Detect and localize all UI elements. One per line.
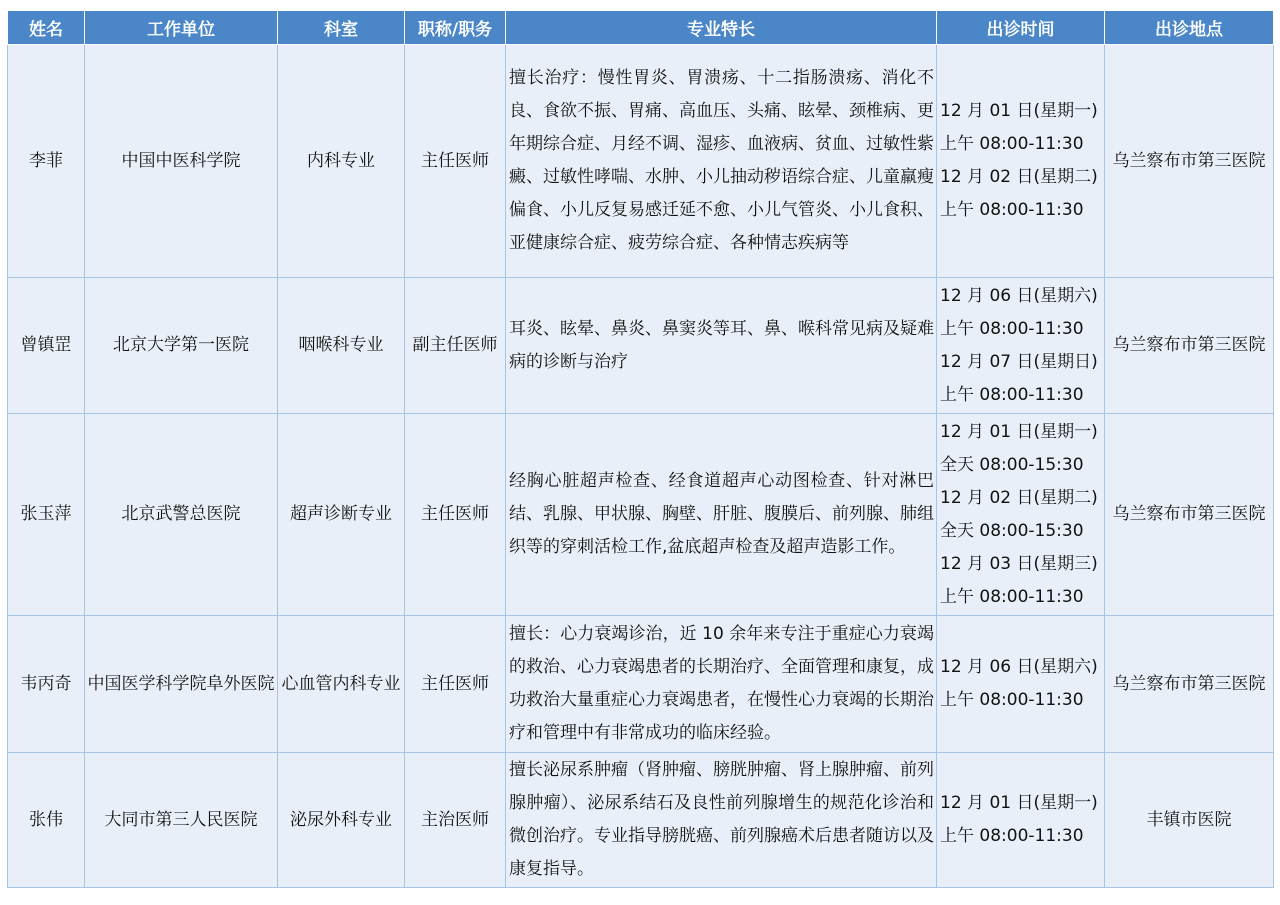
clinic-time-line: 上午 08:00-11:30 [940,690,1084,710]
department: 咽喉科专业 [278,278,405,414]
clinic-time-line: 12 月 03 日(星期三) [940,553,1098,574]
clinic-time-line: 12 月 02 日(星期二) [940,487,1098,508]
doctor-name: 曾镇罡 [8,278,85,414]
job-title: 副主任医师 [405,278,506,414]
table-row [8,616,1274,753]
header-dept: 科室 [278,11,405,45]
work-unit: 大同市第三人民医院 [85,753,278,888]
table-row [8,414,1274,616]
header-time: 出诊时间 [937,11,1105,45]
job-title: 主任医师 [405,45,506,278]
clinic-location: 乌兰察布市第三医院 [1105,278,1274,414]
doctor-name: 李菲 [8,45,85,278]
doctor-schedule-table [7,10,1274,888]
clinic-time-line: 上午 08:00-11:30 [940,134,1084,154]
clinic-time-line: 12 月 01 日(星期一) [940,101,1098,121]
department: 内科专业 [278,45,405,278]
header-unit: 工作单位 [85,11,278,45]
clinic-time-line: 全天 08:00-15:30 [940,520,1084,541]
clinic-time-line: 12 月 06 日(星期六) [940,657,1098,677]
header-specialty: 专业特长 [506,11,937,45]
work-unit: 中国中医科学院 [85,45,278,278]
header-location: 出诊地点 [1105,11,1274,45]
clinic-location: 乌兰察布市第三医院 [1105,45,1274,278]
work-unit: 中国医学科学院阜外医院 [85,616,278,753]
clinic-time [937,753,1105,888]
department: 心血管内科专业 [278,616,405,753]
header-name: 姓名 [8,11,85,45]
department: 超声诊断专业 [278,414,405,616]
specialty: 擅长治疗：慢性胃炎、胃溃疡、十二指肠溃疡、消化不良、食欲不振、胃痛、高血压、头痛、眩晕、颈椎病、更年期综合症、月经不调、湿疹、血液病、贫血、过敏性紫癜、过敏性哮喘、水肿、小儿抽动秽语综合症、儿童羸瘦偏食、小儿反复易感迁延不愈、小儿气管炎、小儿食积、亚健康综合症、疲劳综合症、各种情志疾病等 [506,45,937,278]
doctor-name: 张伟 [8,753,85,888]
clinic-location: 乌兰察布市第三医院 [1105,616,1274,753]
clinic-time-line: 12 月 01 日(星期一) [940,793,1098,813]
doctor-name: 韦丙奇 [8,616,85,753]
work-unit: 北京武警总医院 [85,414,278,616]
clinic-time-line: 上午 08:00-11:30 [940,384,1084,405]
doctor-name: 张玉萍 [8,414,85,616]
specialty: 擅长：心力衰竭诊治，近 10 余年来专注于重症心力衰竭的救治、心力衰竭患者的长期治疗、全面管理和康复，成功救治大量重症心力衰竭患者，在慢性心力衰竭的长期治疗和管理中有非常成功的临床经验。 [506,616,937,753]
doctor-schedule [7,10,1273,888]
clinic-location: 丰镇市医院 [1105,753,1274,888]
work-unit: 北京大学第一医院 [85,278,278,414]
job-title: 主治医师 [405,753,506,888]
header-title: 职称/职务 [405,11,506,45]
department: 泌尿外科专业 [278,753,405,888]
clinic-time-line: 上午 08:00-11:30 [940,318,1084,339]
clinic-time-line: 上午 08:00-11:30 [940,586,1084,607]
clinic-location: 乌兰察布市第三医院 [1105,414,1274,616]
job-title: 主任医师 [405,414,506,616]
clinic-time-line: 12 月 07 日(星期日) [940,351,1098,372]
clinic-time-line: 全天 08:00-15:30 [940,454,1084,475]
clinic-time [937,45,1105,278]
clinic-time-line: 上午 08:00-11:30 [940,826,1084,846]
clinic-time-line: 12 月 02 日(星期二) [940,167,1098,187]
specialty: 擅长泌尿系肿瘤（肾肿瘤、膀胱肿瘤、肾上腺肿瘤、前列腺肿瘤）、泌尿系结石及良性前列腺增生的规范化诊治和微创治疗。专业指导膀胱癌、前列腺癌术后患者随访以及康复指导。 [506,753,937,888]
table-row [8,45,1274,278]
clinic-time-line: 12 月 01 日(星期一) [940,421,1098,442]
specialty: 耳炎、眩晕、鼻炎、鼻窦炎等耳、鼻、喉科常见病及疑难病的诊断与治疗 [506,278,937,414]
clinic-time [937,278,1105,414]
clinic-time [937,616,1105,753]
clinic-time-line: 12 月 06 日(星期六) [940,285,1098,306]
header-row [8,11,1274,45]
table-row [8,278,1274,414]
specialty: 经胸心脏超声检查、经食道超声心动图检查、针对淋巴结、乳腺、甲状腺、胸壁、肝脏、腹膜后、前列腺、肺组织等的穿刺活检工作,盆底超声检查及超声造影工作。 [506,414,937,616]
table-row [8,753,1274,888]
clinic-time [937,414,1105,616]
job-title: 主任医师 [405,616,506,753]
clinic-time-line: 上午 08:00-11:30 [940,200,1084,220]
